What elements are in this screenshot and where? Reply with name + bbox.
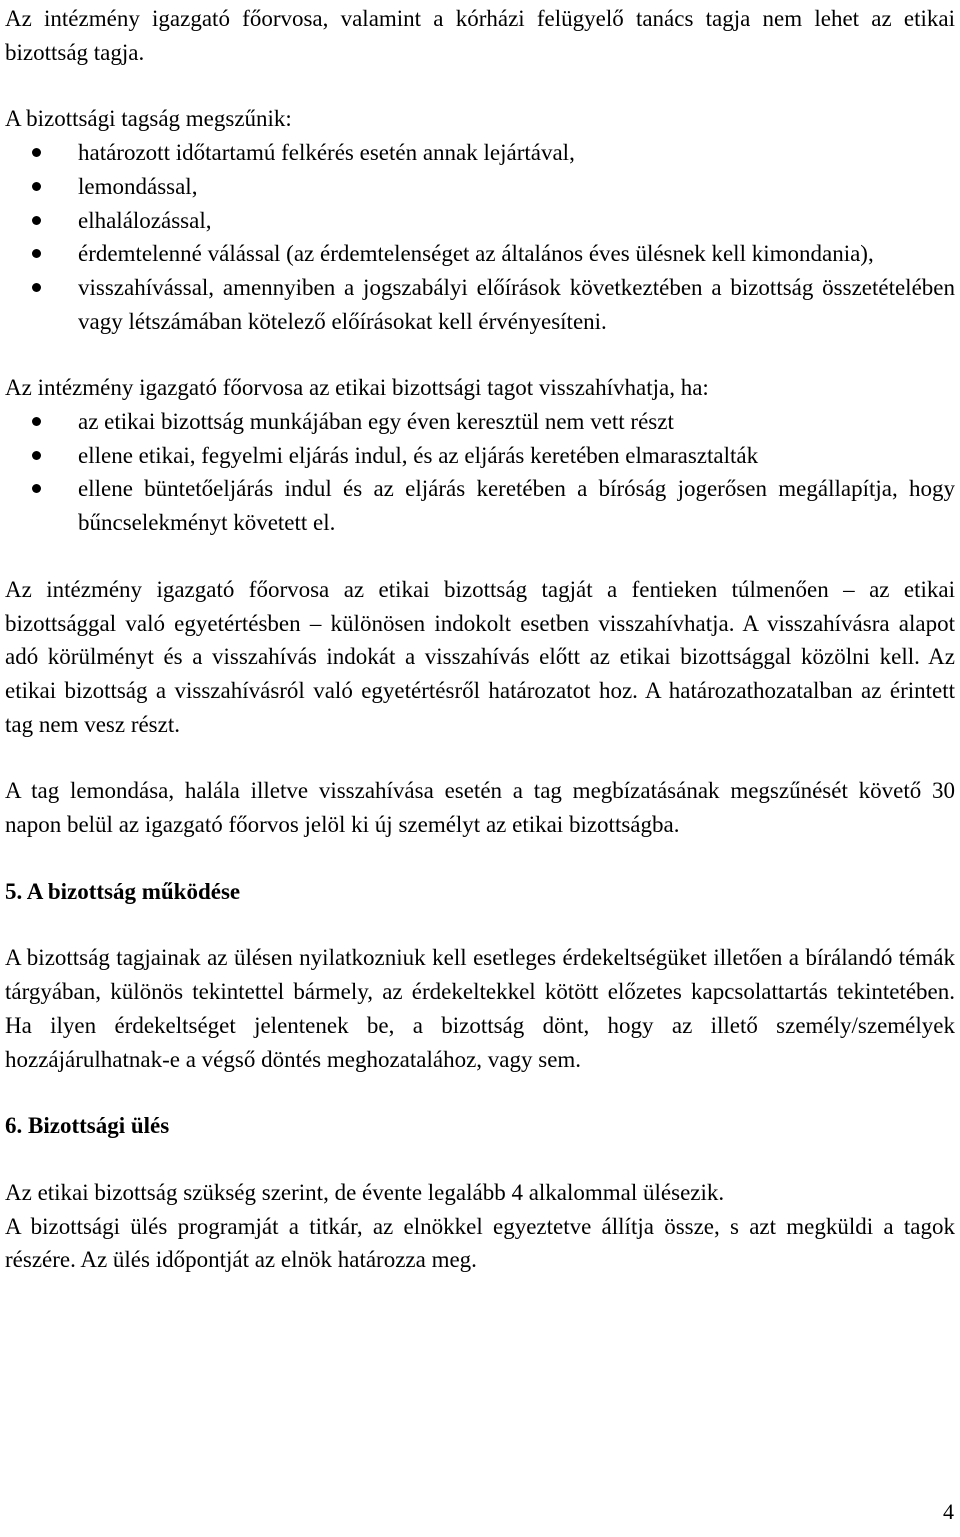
page-number: 4	[943, 1499, 954, 1524]
termination-list	[5, 136, 955, 338]
paragraph-replacement: A tag lemondása, halála illetve visszahívása esetén a tag megbízatásának megszűnését követő 30 napon belül az igazgató főorvos jelöl ki új személyt az etikai bizottságba.	[5, 778, 955, 838]
bullet-icon	[32, 216, 41, 225]
list-item: ellene etikai, fegyelmi eljárás indul, és az eljárás keretében elmarasztalták	[5, 439, 955, 473]
list-item: ellene büntetőeljárás indul és az eljárás keretében a bíróság jogerősen megállapítja, hogy bűncselekményt követett el.	[5, 472, 955, 539]
paragraph-meeting-agenda: A bizottsági ülés programját a titkár, az elnökkel egyeztetve állítja össze, s azt megküldi a tagok részére. Az ülés időpontját az elnök határozza meg.	[5, 1213, 955, 1273]
bullet-icon	[32, 182, 41, 191]
bullet-icon	[32, 148, 41, 157]
paragraph-recall-procedure: Az intézmény igazgató főorvosa az etikai bizottság tagját a fentieken túlmenően – az etikai bizottsággal való egyetértésben – különösen indokolt esetben visszahívhatja. A visszahívásra alapot adó körülményt és a visszahívás indokát a visszahívás előtt az etikai bizottsággal közölni kell. Az etikai bizottság a visszahívásról való egyetértésről határozatot hoz. A határozathozatalban az érintett tag nem vesz részt.	[5, 576, 955, 737]
recall-list	[5, 405, 955, 540]
bullet-icon	[32, 484, 41, 493]
list-item: visszahívással, amennyiben a jogszabályi előírások következtében a bizottság összetételében vagy létszámában kötelező előírásokat kell érvényesíteni.	[5, 271, 955, 338]
list-item: érdemtelenné válással (az érdemtelenséget az általános éves ülésnek kell kimondania),	[5, 237, 955, 271]
bullet-icon	[32, 451, 41, 460]
paragraph-recall-intro: Az intézmény igazgató főorvosa az etikai bizottsági tagot visszahívhatja, ha:	[5, 375, 709, 401]
paragraph-meeting-frequency: Az etikai bizottság szükség szerint, de évente legalább 4 alkalommal ülésezik.	[5, 1179, 725, 1205]
paragraph-termination-intro: A bizottsági tagság megszűnik:	[5, 106, 292, 132]
list-item: elhalálozással,	[5, 204, 955, 238]
list-item: határozott időtartamú felkérés esetén annak lejártával,	[5, 136, 955, 170]
list-item: lemondással,	[5, 170, 955, 204]
document-page	[5, 2, 955, 1277]
bullet-icon	[32, 249, 41, 258]
section-heading-5: 5. A bizottság működése	[5, 878, 241, 904]
bullet-icon	[32, 283, 41, 292]
paragraph-conflict-of-interest: A bizottság tagjainak az ülésen nyilatkozniuk kell esetleges érdekeltségüket illetően a bírálandó témák tárgyában, különös tekintettel bármely, az érdekeltekkel kötött előzetes kapcsolattartás tekintetében. Ha ilyen érdekeltséget jelentenek be, a bizottság dönt, hogy az illető személy/személyek hozzájárulhatnak-e a végső döntés meghozatalához, vagy sem.	[5, 945, 955, 1072]
paragraph-director-exclusion: Az intézmény igazgató főorvosa, valamint a kórházi felügyelő tanács tagja nem lehet az etikai bizottság tagja.	[5, 6, 955, 65]
section-heading-6: 6. Bizottsági ülés	[5, 1113, 170, 1139]
bullet-icon	[32, 417, 41, 426]
list-item: az etikai bizottság munkájában egy éven keresztül nem vett részt	[5, 405, 955, 439]
